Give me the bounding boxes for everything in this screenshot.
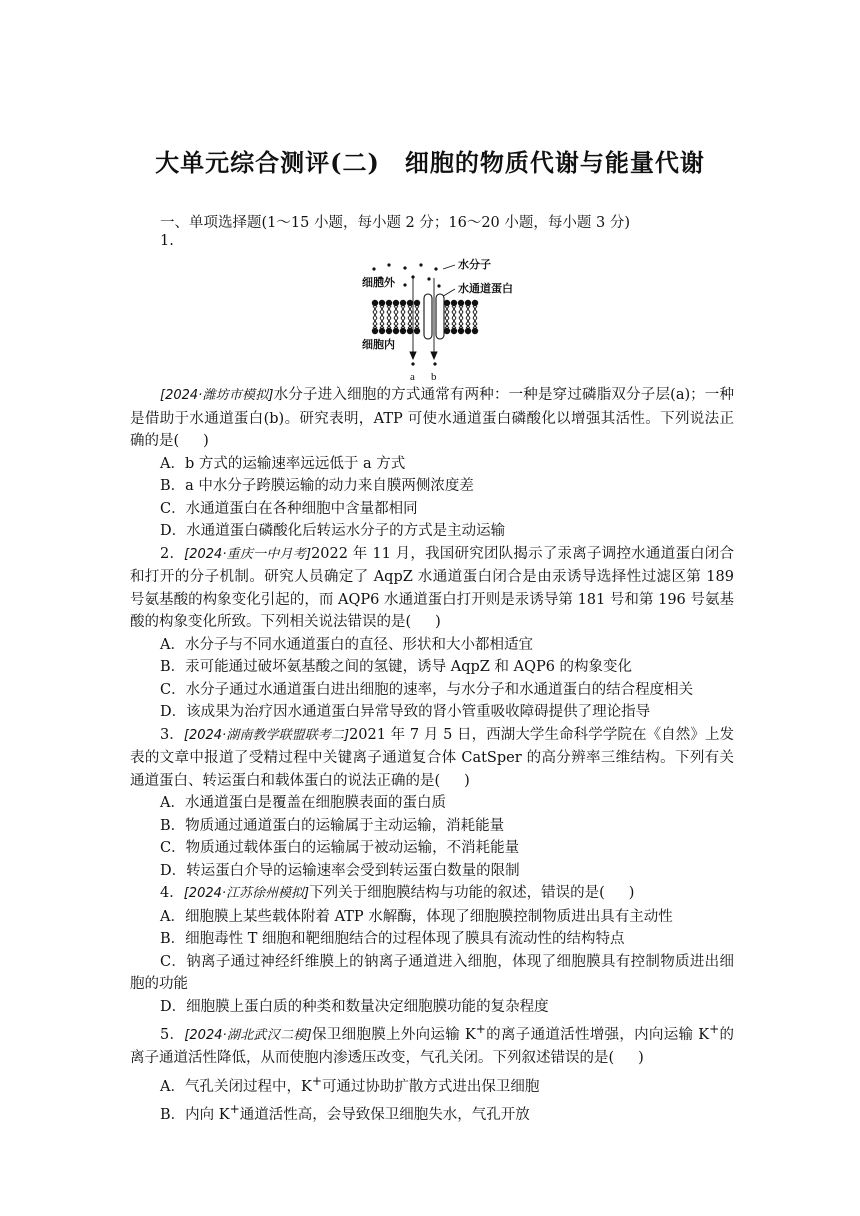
question-4-option-d: D．细胞膜上蛋白质的种类和数量决定细胞膜功能的复杂程度 <box>160 998 549 1015</box>
label-b: b <box>431 371 437 383</box>
water-channel-figure <box>355 256 535 384</box>
page-title: 大单元综合测评(二) 细胞的物质代谢与能量代谢 <box>155 148 705 177</box>
label-a: a <box>410 371 415 383</box>
question-1-option-b: B．a 中水分子跨膜运输的动力来自膜两侧浓度差 <box>160 478 474 494</box>
question-5-source: [2024·湖北武汉二模] <box>184 1027 312 1043</box>
question-3-option-a: A．水通道蛋白是覆盖在细胞膜表面的蛋白质 <box>160 795 446 811</box>
question-5-option-a: A．气孔关闭过程中，K+可通过协助扩散方式进出保卫细胞 <box>160 1073 540 1095</box>
label-water-molecule: 水分子 <box>458 258 491 271</box>
question-1-source: [2024·潍坊市模拟] <box>160 388 274 403</box>
question-2-source: [2024·重庆一中月考] <box>184 546 312 562</box>
question-3-stem: 3．[2024·湖南教学联盟联考二]2021 年 7 月 5 日，西湖大学生命科学学院在《自然》上发表的文章中报道了受精过程中关键离子通道复合体 CatSper 的高分辨率三维结构。下列有关通道蛋白、转运蛋白和载体蛋白的说法正确的是( ) <box>130 726 734 789</box>
question-2-option-d: D．该成果为治疗因水通道蛋白异常导致的肾小管重吸收障碍提供了理论指导 <box>160 704 651 720</box>
question-3-option-d: D．转运蛋白介导的运输速率会受到转运蛋白数量的限制 <box>160 862 520 879</box>
question-2-option-a: A．水分子与不同水通道蛋白的直径、形状和大小都相适宜 <box>160 636 533 653</box>
question-3-option-c: C．物质通过载体蛋白的运输属于被动运输，不消耗能量 <box>160 840 520 856</box>
question-2-option-c: C．水分子通过水通道蛋白进出细胞的速率，与水分子和水通道蛋白的结合程度相关 <box>160 681 694 698</box>
questions-body <box>130 384 734 1126</box>
question-2-stem: 2．[2024·重庆一中月考]2022 年 11 月，我国研究团队揭示了汞离子调控水通道蛋白闭合和打开的分子机制。研究人员确定了 AqpZ 水通道蛋白闭合是由汞诱导选择性过滤区第 189 号氨基酸的构象变化引起的，而 AQP6 水通道蛋白打开则是汞诱导第 181 号和第 196 号氨基酸的构象变化所致。下列相关说法错误的是( ) <box>130 545 734 630</box>
question-3-option-b: B．物质通过通道蛋白的运输属于主动运输，消耗能量 <box>160 817 505 834</box>
question-1-option-d: D．水通道蛋白磷酸化后转运水分子的方式是主动运输 <box>160 523 506 539</box>
question-1-option-c: C．水通道蛋白在各种细胞中含量都相同 <box>160 500 418 517</box>
question-2-option-b: B．汞可能通过破坏氨基酸之间的氢键，诱导 AqpZ 和 AQP6 的构象变化 <box>160 659 633 675</box>
section-header: 一、单项选择题(1～15 小题，每小题 2 分；16～20 小题，每小题 3 分) <box>160 215 630 231</box>
label-cell-outside: 细胞外 <box>362 276 395 289</box>
label-water-channel: 水通道蛋白 <box>458 282 513 295</box>
question-1-stem: [2024·潍坊市模拟]水分子进入细胞的方式通常有两种：一种是穿过磷脂双分子层(a)；一种是借助于水通道蛋白(b)。研究表明，ATP 可使水通道蛋白磷酸化以增强其活性。下列说法正确的是( ) <box>130 387 734 449</box>
question-5-option-b: B．内向 K+通道活性高，会导致保卫细胞失水，气孔开放 <box>160 1102 530 1123</box>
question-4-source: [2024·江苏徐州模拟] <box>183 886 310 901</box>
question-4-option-b: B．细胞毒性 T 细胞和靶细胞结合的过程体现了膜具有流动性的结构特点 <box>160 931 625 947</box>
label-cell-inside: 细胞内 <box>362 338 395 351</box>
question-4-option-c: C．钠离子通过神经纤维膜上的钠离子通道进入细胞，体现了细胞膜具有控制物质进出细胞的功能 <box>130 953 734 992</box>
question-4-stem: 4．[2024·江苏徐州模拟]下列关于细胞膜结构与功能的叙述，错误的是( ) <box>160 885 635 901</box>
question-5-stem: 5．[2024·湖北武汉二模]保卫细胞膜上外向运输 K+的离子通道活性增强，内向运输 K+的离子通道活性降低，从而使胞内渗透压改变，气孔关闭。下列叙述错误的是( ) <box>130 1022 734 1067</box>
question-1-option-a: A．b 方式的运输速率远远低于 a 方式 <box>160 455 406 472</box>
question-1-number: 1. <box>160 233 174 249</box>
question-4-option-a: A．细胞膜上某些载体附着 ATP 水解酶，体现了细胞膜控制物质进出具有主动性 <box>160 908 673 925</box>
question-3-source: [2024·湖南教学联盟联考二] <box>183 727 350 743</box>
